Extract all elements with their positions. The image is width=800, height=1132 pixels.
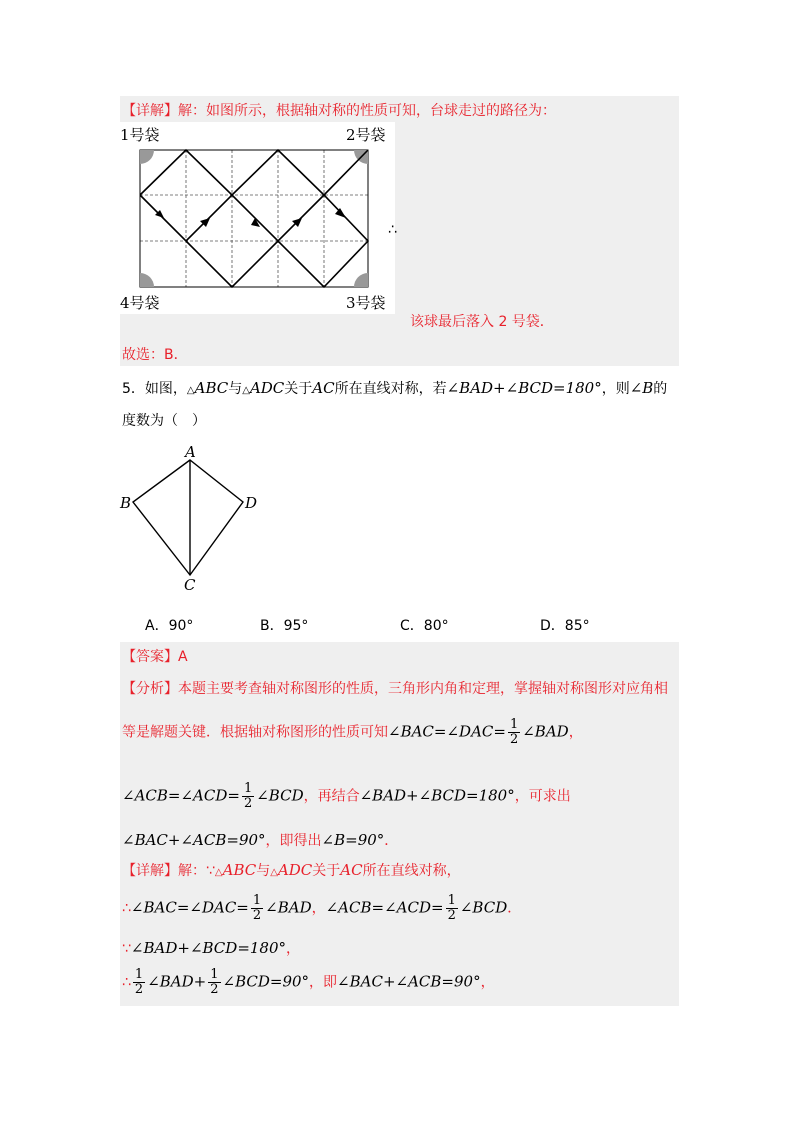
option-d-label: D． — [540, 618, 565, 634]
question-line-1: 5．如图，△ABC与△ADC关于AC所在直线对称，若∠BAD+∠BCD=180°，则∠B的 — [122, 379, 668, 397]
detail-line-4 — [122, 968, 495, 997]
answer-value: A — [178, 649, 188, 665]
solve-text: ，可求出 — [514, 788, 571, 805]
period: ． — [384, 833, 399, 849]
option-c — [400, 615, 449, 635]
eq5: ∠B=90° — [321, 831, 385, 849]
period: ． — [507, 900, 522, 917]
again-text: ，再结合 — [303, 788, 360, 805]
detail-line-2 — [122, 894, 521, 923]
option-a-value: 90° — [168, 618, 194, 634]
detail-text: 解：如图所示，根据轴对称的性质可知，台球走过的路径为： — [178, 103, 556, 119]
question-line-2: 度数为（ ） — [122, 413, 206, 429]
option-c-label: C． — [400, 618, 424, 634]
detail-tag: 【详解】 — [122, 863, 178, 879]
comma: ， — [480, 974, 495, 991]
d-with: 与 — [256, 863, 271, 879]
q-tri2: ADC — [249, 379, 285, 397]
half-fraction: $\frac{1}{2}$ — [243, 781, 253, 811]
half-fraction: $\frac{1}{2}$ — [252, 893, 262, 923]
analysis-text-1: 本题主要考查轴对称图形的性质，三角形内角和定理，掌握轴对称图形对应角相 — [178, 681, 668, 697]
detail-start: 解：∵ — [178, 863, 215, 879]
vertex-B-label: B — [120, 494, 132, 512]
q-tail: 的 — [653, 381, 668, 397]
d4a: ∠BAD+ — [147, 972, 207, 991]
analysis-line-1 — [122, 678, 668, 698]
q-line: AC — [312, 379, 335, 397]
analysis-tag: 【分析】 — [122, 681, 178, 697]
option-b-value: 95° — [283, 618, 309, 634]
vertex-D-label: D — [245, 494, 258, 512]
analysis-line-2 — [122, 718, 583, 747]
d3: ∠BAD+∠BCD=180° — [130, 939, 287, 957]
option-c-value: 80° — [423, 618, 449, 634]
half-fraction: $\frac{1}{2}$ — [134, 967, 144, 997]
vertex-A-label: A — [185, 443, 196, 461]
pocket-2-label: 2号袋 — [346, 126, 386, 144]
q-prefix: 如图， — [144, 381, 187, 397]
detail-line-prev — [122, 100, 556, 120]
detail-line-1: 【详解】解：∵△ABC与△ADC关于AC所在直线对称， — [122, 861, 461, 879]
eq2: ∠ACB=∠ACD= — [122, 786, 240, 805]
d4d: ∠BAC+∠ACB=90° — [337, 972, 481, 991]
therefore-2: ∴ — [122, 974, 131, 991]
question-number: 5． — [122, 381, 145, 397]
therefore-1: ∴ — [122, 900, 131, 917]
q-about: 关于 — [284, 381, 313, 397]
kite-figure — [115, 440, 275, 600]
get-text: ，即得出 — [265, 833, 322, 849]
answer-tag: 【答案】 — [122, 649, 178, 665]
pocket-4-label: 4号袋 — [120, 294, 160, 312]
q-then: ，则 — [601, 381, 630, 397]
eq4: ∠BAC+∠ACB=90° — [122, 831, 266, 849]
d2a: ∠BAC=∠DAC= — [130, 898, 249, 917]
half-fraction: $\frac{1}{2}$ — [210, 967, 219, 997]
comma: ， — [311, 900, 326, 917]
pocket-3-label: 3号袋 — [346, 294, 386, 312]
d-line: AC — [340, 861, 363, 879]
half-fraction: $\frac{1}{2}$ — [447, 893, 456, 923]
choice-text: 故选：B． — [122, 347, 188, 363]
option-d-value: 85° — [564, 618, 590, 634]
q-with: 与 — [228, 381, 243, 397]
vertex-C-label: C — [184, 576, 196, 594]
analysis-line-3 — [122, 782, 571, 811]
eq3: ∠BAD+∠BCD=180° — [359, 786, 515, 805]
q-cond: ∠BAD+∠BCD=180° — [446, 379, 602, 397]
q-target: ∠B — [629, 379, 654, 397]
detail-tag: 【详解】 — [122, 103, 178, 119]
option-a — [145, 615, 193, 635]
billiard-figure — [120, 122, 395, 314]
d2b: ∠BAD — [265, 898, 312, 917]
d4c: ，即 — [309, 974, 338, 991]
result-text: 该球最后落入 2 号袋． — [410, 314, 554, 330]
eq1: ∠BAC=∠DAC= — [388, 722, 506, 741]
eq2b: ∠BCD — [256, 786, 304, 805]
option-b-label: B． — [260, 618, 284, 634]
d-sym: 所在直线对称， — [362, 863, 461, 879]
q-tri1: ABC — [194, 379, 229, 397]
option-b — [260, 615, 308, 635]
d-about: 关于 — [312, 863, 341, 879]
comma: ， — [568, 724, 583, 741]
d-tri1: ABC — [222, 861, 257, 879]
option-d — [540, 615, 590, 635]
option-a-label: A． — [145, 618, 169, 634]
pocket-1-label: 1号袋 — [120, 126, 160, 144]
answer-line — [122, 646, 188, 666]
analysis-text-2: 等是解题关键．根据轴对称图形的性质可知 — [122, 724, 388, 741]
because-1: ∵ — [122, 941, 131, 957]
detail-line-3 — [122, 938, 300, 958]
q-sym: 所在直线对称，若 — [334, 381, 447, 397]
d2c: ∠ACB=∠ACD= — [325, 898, 444, 917]
half-fraction: $\frac{1}{2}$ — [509, 717, 519, 747]
d4b: ∠BCD=90° — [222, 972, 310, 991]
billiard-diagram — [120, 122, 395, 314]
comma: ， — [286, 941, 301, 957]
d2d: ∠BCD — [459, 898, 508, 917]
eq1b: ∠BAD — [522, 722, 569, 741]
d-tri2: ADC — [277, 861, 313, 879]
analysis-line-4 — [122, 830, 398, 850]
therefore-symbol: ∴ — [388, 222, 397, 238]
